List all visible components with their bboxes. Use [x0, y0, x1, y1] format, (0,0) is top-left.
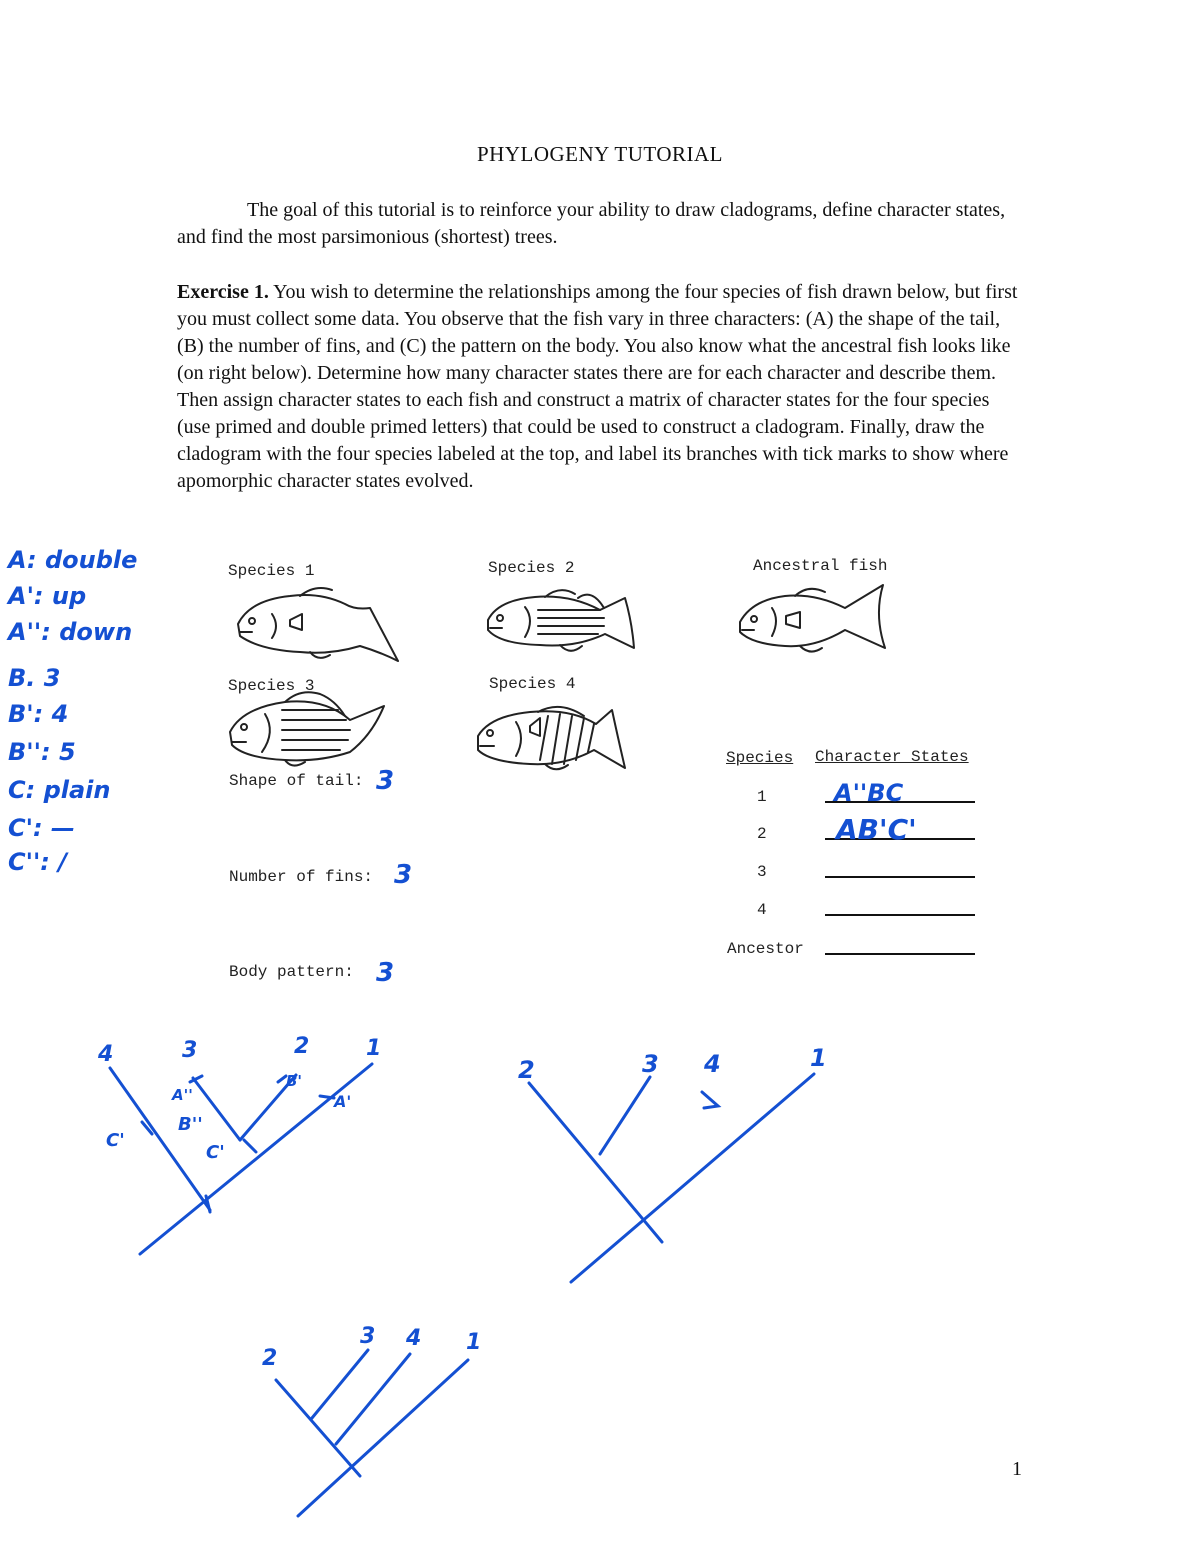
shape-of-tail-question: Shape of tail:	[229, 772, 364, 790]
cladogram-3	[276, 1350, 468, 1516]
tree-3-tip: 2	[262, 1346, 278, 1371]
handwritten-note: C: plain	[8, 776, 111, 804]
page-number: 1	[1012, 1458, 1022, 1480]
tree-1-mark: A'	[334, 1092, 352, 1111]
row-2-answer: AB'C'	[836, 813, 917, 846]
exercise-text: You wish to determine the relationships among the four species of fish drawn below, but first you must collect some data. You observe that the fish vary in three characters: (A) the shape of the tail, (B) the number of fins, and (C) the pattern on the body. You also know what the ancestral fish looks like (on right below). Determine how many character states there are for each character and describe them. Then assign character states to each fish and construct a matrix of character states for the four species (use primed and double primed letters) that could be used to construct a cladogram. Finally, draw the cladogram with the four species labeled at the top, and label its branches with tick marks to show where apomorphic character states evolved.	[177, 281, 1018, 492]
species-1-label: Species 1	[228, 562, 315, 580]
ancestral-fish-label: Ancestral fish	[753, 557, 888, 575]
handwritten-note: A: double	[8, 546, 138, 574]
tail-answer: 3	[376, 766, 395, 796]
tree-1-tip: 4	[98, 1042, 114, 1067]
tree-3-tip: 4	[406, 1326, 422, 1351]
body-pattern-question: Body pattern:	[229, 963, 354, 981]
table-row-label: 2	[757, 825, 767, 843]
tree-1-tip: 3	[182, 1038, 198, 1063]
handwritten-note: A'': down	[8, 618, 133, 646]
table-row-label: 1	[757, 788, 767, 806]
table-header-character-states: Character States	[815, 748, 969, 766]
table-header-species: Species	[726, 749, 794, 767]
handwritten-note: B': 4	[8, 700, 69, 728]
pattern-answer: 3	[376, 958, 395, 988]
species-4-fish	[478, 707, 625, 769]
table-row-label: Ancestor	[727, 940, 804, 958]
tree-1-tip: 1	[366, 1036, 382, 1061]
tree-2-tip: 2	[518, 1056, 535, 1084]
tree-2-tip: 3	[642, 1050, 659, 1078]
cladogram-1	[110, 1064, 372, 1254]
handwritten-note: B'': 5	[8, 738, 76, 766]
page-title: PHYLOGENY TUTORIAL	[476, 142, 724, 166]
handwritten-note: C'': /	[8, 848, 68, 876]
tree-2-tip: 4	[704, 1050, 721, 1078]
handwritten-note: A': up	[8, 582, 87, 610]
handwritten-note: B. 3	[8, 664, 61, 692]
tree-1-mark: B'	[286, 1072, 303, 1090]
intro-paragraph: The goal of this tutorial is to reinforce your ability to draw cladograms, define character states, and find the most parsimonious (shortest) trees.	[177, 199, 1006, 248]
tree-3-tip: 1	[466, 1330, 482, 1355]
tree-1-tip: 2	[294, 1034, 310, 1059]
tree-2-tip: 1	[810, 1044, 827, 1072]
row-1-answer: A''BC	[834, 779, 904, 807]
tree-3-tip: 3	[360, 1324, 376, 1349]
exercise-label: Exercise 1.	[177, 281, 269, 303]
species-4-label: Species 4	[489, 675, 576, 693]
tree-1-mark: C'	[206, 1142, 225, 1163]
table-row-label: 4	[757, 901, 767, 919]
number-of-fins-question: Number of fins:	[229, 868, 374, 886]
cladogram-2	[529, 1074, 814, 1282]
ancestral-fish	[740, 585, 885, 652]
handwritten-note: C': —	[8, 814, 75, 842]
species-3-fish	[230, 692, 384, 765]
tree-1-mark: B''	[178, 1114, 203, 1135]
table-row-label: 3	[757, 863, 767, 881]
tree-1-mark: A''	[172, 1086, 193, 1104]
species-1-fish	[238, 588, 398, 661]
species-2-fish	[488, 590, 634, 651]
fins-answer: 3	[394, 860, 413, 890]
species-2-label: Species 2	[488, 559, 575, 577]
tree-1-mark: C'	[106, 1130, 125, 1151]
species-3-label: Species 3	[228, 677, 315, 695]
